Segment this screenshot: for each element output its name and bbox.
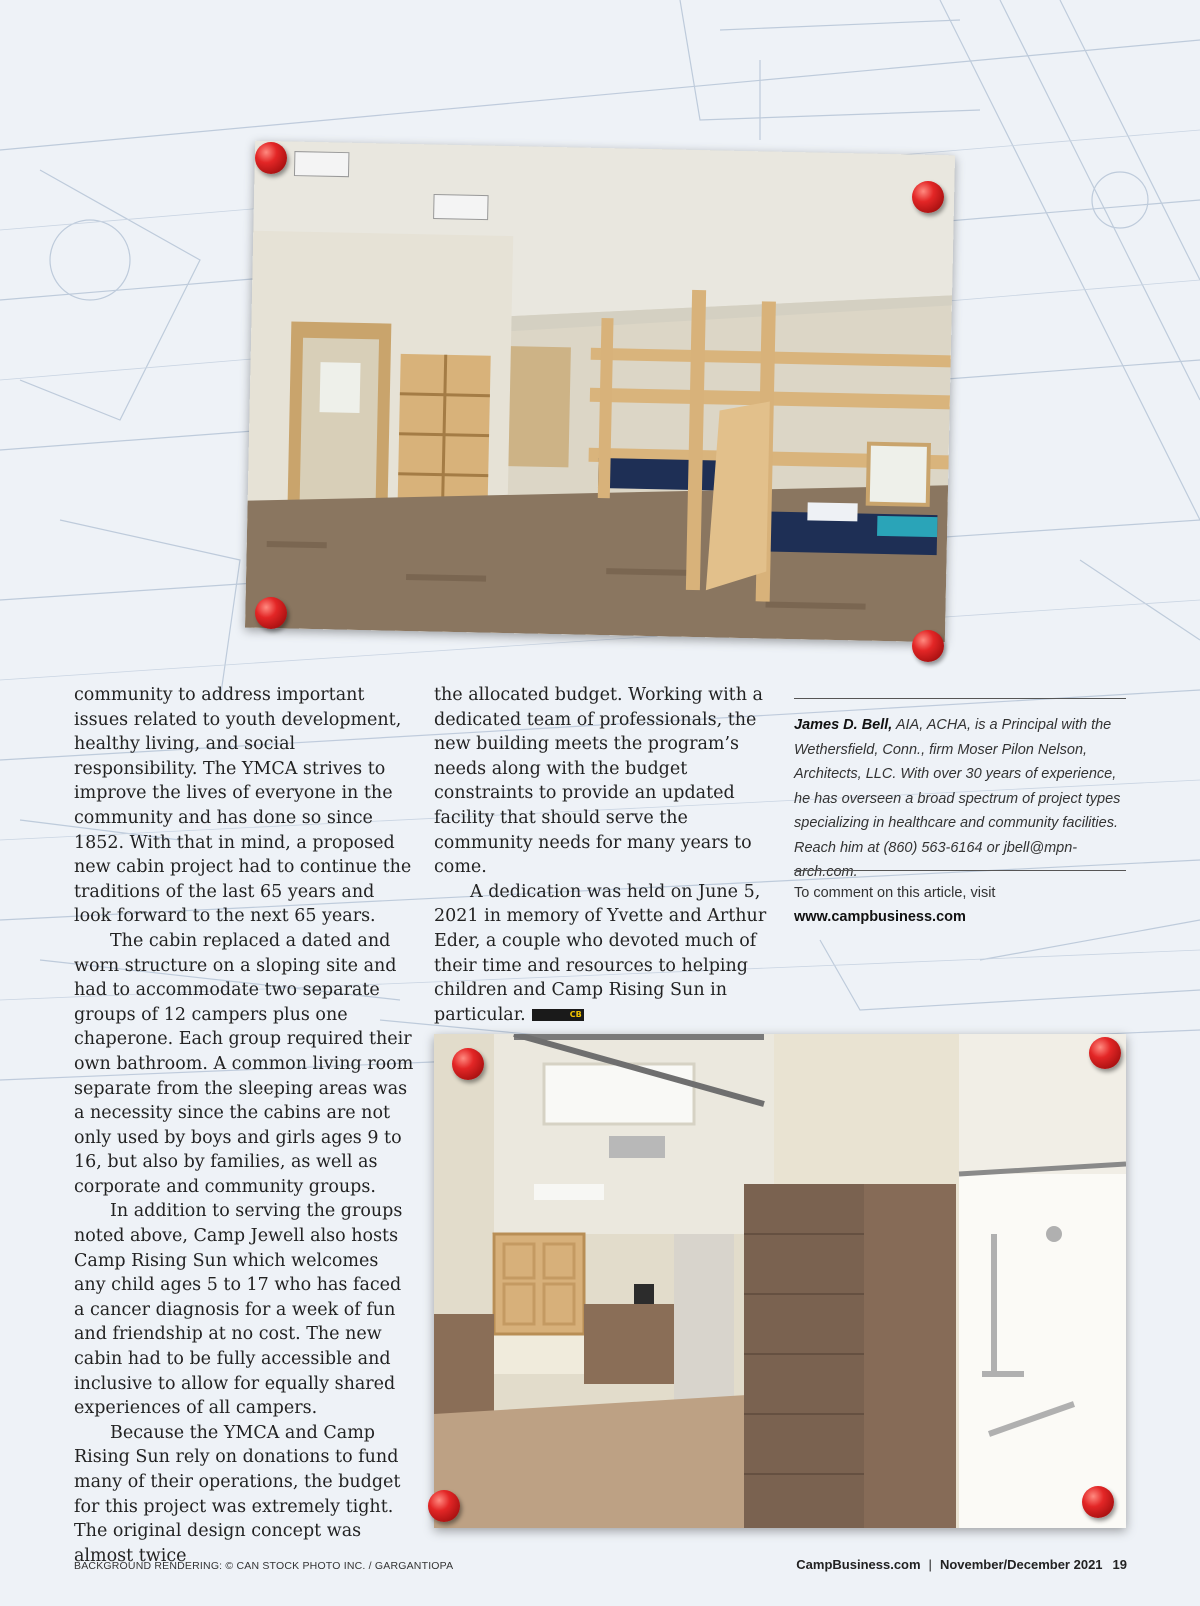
pin-red-icon [255,597,287,629]
pin-red-icon [912,630,944,662]
comment-lead: To comment on this article, visit [794,885,996,901]
site-name[interactable]: CampBusiness.com [796,1557,921,1572]
author-name: James D. Bell, [794,717,893,733]
pin-red-icon [452,1048,484,1080]
article-column-1 [74,683,414,1568]
paragraph: The cabin replaced a dated and worn structure on a sloping site and had to accommodate two separate groups of 12 campers plus one chaperone. Each group required their own bathroom. A common living room separate from the sleeping areas was a necessity since the cabins are not only used by boys and girls ages 9 to 16, but also by families, as well as corporate and community groups. [74,930,414,1197]
pin-red-icon [1089,1037,1121,1069]
comment-link[interactable]: www.campbusiness.com [794,909,966,925]
paragraph-text: A dedication was held on June 5, 2021 in memory of Yvette and Arthur Eder, a couple who devoted much of their time and resources to helping children and Camp Rising Sun in particular. [434,881,767,1025]
pin-red-icon [428,1490,460,1522]
page-number: 19 [1112,1557,1127,1572]
author-bio-text: AIA, ACHA, is a Principal with the Wethersfield, Conn., firm Moser Pilon Nelson, Architects, LLC. With over 30 years of experience, he has overseen a broad spectrum of project types specializing in healthcare and community facilities. Reach him at (860) 563-6164 or jbell@mpn-arch.com. [794,717,1121,880]
background-credit: BACKGROUND RENDERING: © CAN STOCK PHOTO INC. / GARGANTIOPA [74,1560,454,1572]
comment-callout [794,870,1126,929]
paragraph: Because the YMCA and Camp Rising Sun rely on donations to fund many of their operations, the budget for this project was extremely tight. The original design concept was almost twice [74,1422,401,1566]
bunk-room-photo [245,141,955,643]
footer-separator: | [928,1557,932,1572]
page-footer [796,1557,1127,1572]
author-bio [794,698,1126,885]
pin-red-icon [1082,1486,1114,1518]
paragraph: community to address important issues related to youth development, healthy living, and social responsibility. The YMCA strives to improve the lives of everyone in the community and has done so since 1852. With that in mind, a proposed new cabin project had to continue the traditions of the last 65 years and look forward to the next 65 years. [74,685,412,927]
end-mark-icon: CB [532,1009,584,1021]
pin-red-icon [912,181,944,213]
pin-red-icon [255,142,287,174]
article-column-2 [434,683,774,1027]
paragraph: In addition to serving the groups noted above, Camp Jewell also hosts Camp Rising Sun which welcomes any child ages 5 to 17 who has faced a cancer diagnosis for a week of fun and friendship at no cost. The new cabin had to be fully accessible and inclusive to allow for equally shared experiences of all campers. [74,1201,403,1419]
issue-date: November/December 2021 [939,1557,1103,1572]
bathroom-photo [434,1034,1126,1528]
paragraph: the allocated budget. Working with a dedicated team of professionals, the new building meets the program’s needs along with the budget constraints to provide an updated facility that should serve the community needs for many years to come. [434,685,763,878]
paragraph [434,880,774,1028]
